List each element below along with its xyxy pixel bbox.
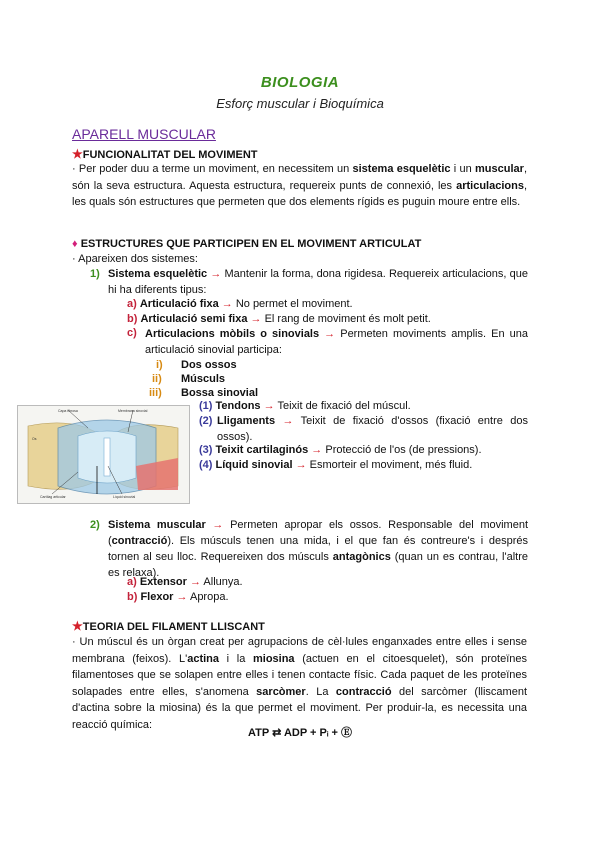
- bold-text: contracció: [111, 535, 168, 547]
- text: Apropa.: [187, 591, 229, 603]
- arrow-icon: →: [212, 519, 224, 531]
- arrow-icon: →: [263, 400, 275, 412]
- bold-text: Lligaments: [217, 415, 276, 427]
- text: El rang de moviment és molt petit.: [261, 313, 431, 325]
- number: a): [127, 298, 137, 310]
- numbered-item-1: [199, 399, 411, 414]
- paragraph-teoria: [72, 634, 527, 733]
- bold-text: articulacions: [456, 179, 524, 192]
- bold-text: contracció: [335, 685, 392, 698]
- text: Mantenir la forma, dona rigidesa. Requereix articulacions, que hi ha diferents tipus:: [108, 268, 528, 296]
- sub-item-b: [127, 312, 431, 327]
- figure-label: Capa fibrosa: [58, 409, 78, 413]
- number: (4): [199, 459, 213, 471]
- arrow-icon: →: [324, 328, 336, 340]
- document-subtitle: Esforç muscular i Bioquímica: [216, 96, 384, 111]
- numbered-item-3: [199, 443, 482, 458]
- figure-label: Líquid sinovial: [113, 495, 136, 499]
- number: 2): [90, 519, 100, 531]
- text: . La: [305, 685, 336, 698]
- heading-teoria-text: TEORIA DEL FILAMENT LLISCANT: [82, 621, 265, 633]
- text: (quan un es contrau, l'altre es relaxa).: [108, 551, 528, 579]
- arrow-icon: →: [250, 313, 262, 325]
- synovial-joint-diagram: [18, 406, 189, 503]
- arrow-icon: →: [282, 415, 294, 427]
- text: Teixit de fixació d'ossos (fixació entre dos ossos).: [217, 415, 528, 443]
- text: Allunya.: [200, 576, 243, 588]
- bold-text: muscular: [475, 163, 524, 175]
- section-title: APARELL MUSCULAR: [72, 126, 216, 142]
- arrow-icon: →: [221, 298, 233, 310]
- text: , les quals són estructures que permeten que dos elements rígids es puguin moure entre ells.: [72, 179, 527, 208]
- synovial-joint-figure: [17, 405, 190, 504]
- roman-item-iii: [149, 386, 162, 401]
- sub-item-extensor: [127, 575, 243, 590]
- text: Permeten apropar els ossos. Responsable del moviment (: [108, 519, 529, 547]
- list-number: [90, 267, 100, 282]
- numbered-item-4: [199, 458, 472, 473]
- bold-text: Articulació semi fixa: [140, 313, 248, 325]
- arrow-icon: →: [189, 576, 201, 588]
- atp-equation: ATP ⇄ ADP + Pᵢ + Ⓔ: [248, 727, 352, 739]
- bold-text: Músculs: [181, 373, 226, 385]
- bold-text: Articulació fixa: [139, 298, 219, 310]
- sub-item-c-number: [127, 326, 137, 341]
- bold-text: Extensor: [139, 576, 187, 588]
- bold-text: sistema esquelètic: [352, 163, 451, 175]
- text: ). Els músculs tenen una mida, i el que fan és contreure's i després tornen al seu lloc. Requereixen dos músculs: [108, 535, 528, 563]
- sub-item-a: [127, 297, 353, 312]
- figure-label: Os: [32, 437, 37, 441]
- bold-text: sarcòmer: [256, 685, 306, 698]
- roman-item-i-text: [181, 358, 237, 373]
- text: del sarcòmer (lliscament d'actina sobre la miosina) és la que permet el moviment. Per produir-la, es necessita una reacció química:: [72, 685, 527, 731]
- bold-text: antagònics: [332, 551, 391, 563]
- heading-teoria: [72, 619, 265, 633]
- text: Permeten moviments amplis. En una articulació sinovial participa:: [145, 328, 528, 356]
- sub-item-flexor: [127, 590, 229, 605]
- number: (2): [199, 415, 213, 427]
- star-icon: ★: [72, 147, 83, 161]
- numbered-item-2-number: [199, 414, 212, 429]
- document-title: BIOLOGIA: [260, 74, 340, 91]
- heading-funcionalitat: [72, 147, 258, 161]
- heading-estructures-text: ESTRUCTURES QUE PARTICIPEN EN EL MOVIMENT ARTICULAT: [80, 238, 422, 250]
- text: Esmorteir el moviment, més fluid.: [306, 459, 473, 471]
- bold-text: Teixit cartilaginós: [215, 444, 309, 456]
- heading-funcionalitat-text: FUNCIONALITAT DEL MOVIMENT: [82, 149, 258, 161]
- number: 1): [90, 268, 100, 280]
- arrow-icon: →: [295, 459, 307, 471]
- number: c): [127, 327, 137, 339]
- text: (actuen en el citoesquelet), són proteïnes filamentoses que se solapen entre elles i tenen contacte físic. Cada paquet de les proteïnes solapades entre elles, s'anomena: [72, 652, 527, 698]
- bold-text: Dos ossos: [181, 359, 237, 371]
- bold-text: Líquid sinovial: [215, 459, 293, 471]
- heading-estructures: [72, 238, 421, 250]
- text: Protecció de l'os (de pressions).: [322, 444, 482, 456]
- bold-text: Sistema muscular: [108, 519, 206, 531]
- text: · Un múscul és un òrgan creat per agrupacions de cèl·lules enganxades entre elles i sense membrana (feixos). L': [72, 636, 527, 665]
- text: i la: [219, 652, 253, 665]
- roman-item-i: [156, 358, 163, 373]
- number: (1): [199, 400, 213, 412]
- bold-text: Sistema esquelètic: [108, 268, 208, 280]
- list-item-sistema-muscular: [108, 517, 528, 581]
- roman-item-ii-text: [181, 372, 225, 387]
- bold-text: Articulacions mòbils o sinovials: [145, 328, 320, 340]
- text: Teixit de fixació del múscul.: [274, 400, 411, 412]
- numbered-item-2: [217, 413, 528, 445]
- text: , són la seva estructura. Aquesta estructura, requereix punts de connexió, les: [72, 163, 527, 192]
- arrow-icon: →: [176, 591, 188, 603]
- text: i un: [450, 163, 476, 175]
- number: b): [127, 591, 138, 603]
- roman-item-ii: [152, 372, 162, 387]
- intro-text: · Apareixen dos sistemes:: [72, 253, 198, 265]
- bold-text: actina: [187, 652, 220, 665]
- figure-label: Membrana sinovial: [118, 409, 148, 413]
- number: ii): [152, 373, 162, 385]
- bold-text: Bossa sinovial: [181, 387, 259, 399]
- number: (3): [199, 444, 213, 456]
- number: i): [156, 359, 163, 371]
- bold-text: Tendons: [215, 400, 261, 412]
- number: a): [127, 576, 137, 588]
- text: No permet el moviment.: [232, 298, 353, 310]
- arrow-icon: →: [210, 268, 222, 280]
- number: b): [127, 313, 138, 325]
- figure-label: Cartílag articular: [40, 495, 66, 499]
- paragraph-funcionalitat: [72, 161, 527, 211]
- list-number: [90, 518, 100, 533]
- star-icon: ★: [72, 619, 83, 633]
- arrow-icon: →: [311, 444, 323, 456]
- number: iii): [149, 387, 162, 399]
- text: · Per poder duu a terme un moviment, en necessitem un: [72, 163, 353, 175]
- bold-text: miosina: [252, 652, 295, 665]
- list-item-sistema-esqueletic: [108, 266, 528, 298]
- sub-item-c: [145, 326, 528, 358]
- bold-text: Flexor: [140, 591, 174, 603]
- diamond-icon: ♦: [72, 238, 78, 250]
